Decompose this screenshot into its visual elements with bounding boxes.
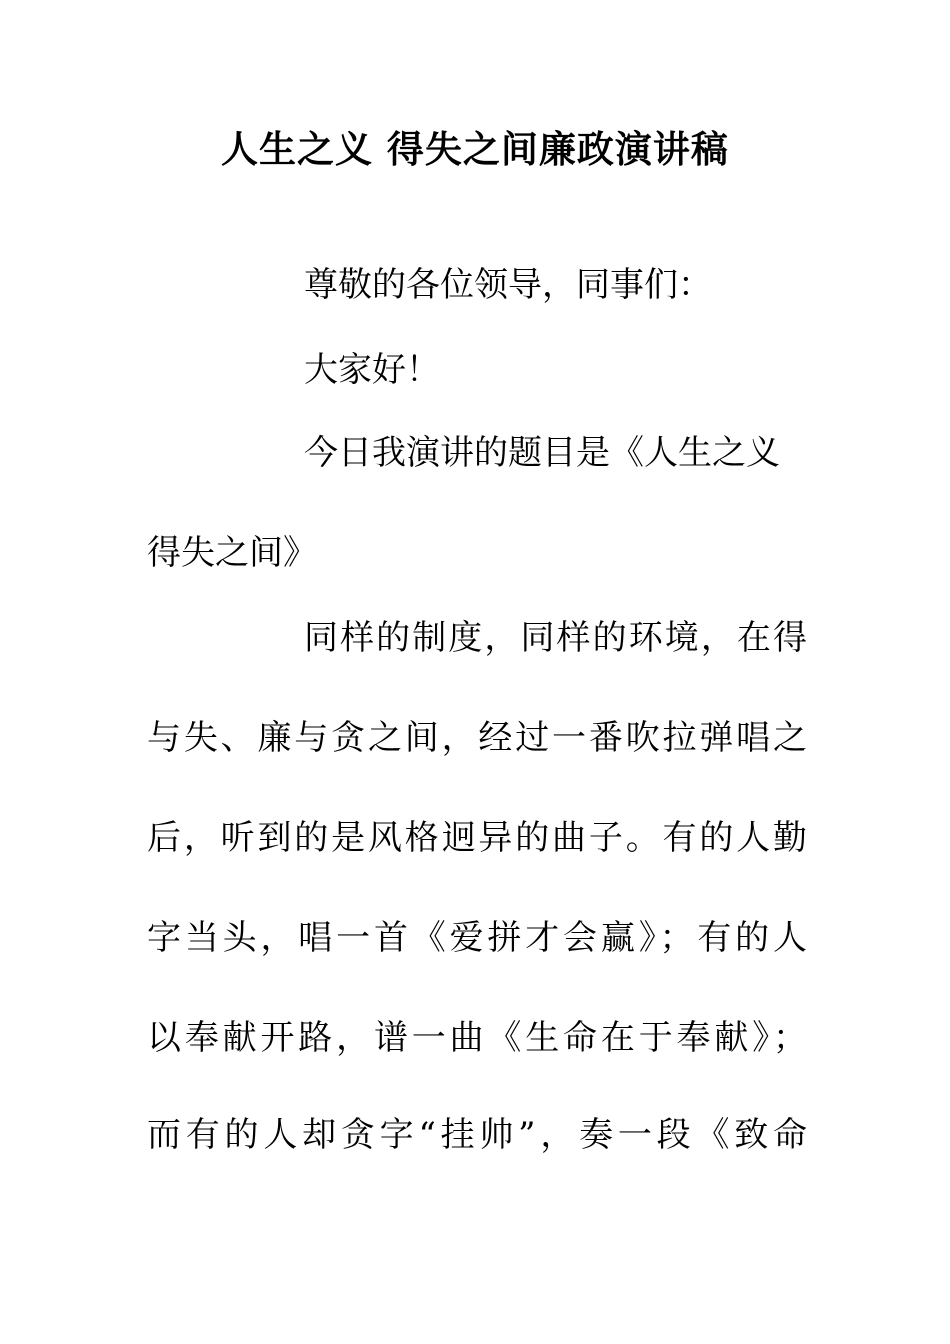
body-line: 以奉献开路，谱一曲《生命在于奉献》；	[147, 1018, 807, 1058]
body-line: 得失之间》	[147, 533, 317, 573]
greeting-line: 大家好！	[304, 350, 440, 390]
document-title: 人生之义 得失之间廉政演讲稿	[221, 128, 729, 171]
body-line: 后，听到的是风格迥异的曲子。有的人勤	[147, 818, 807, 858]
salutation-line: 尊敬的各位领导，同事们：	[304, 265, 712, 305]
body-line: 同样的制度，同样的环境，在得	[304, 618, 807, 658]
body-line: 与失、廉与贪之间，经过一番吹拉弹唱之	[147, 718, 807, 758]
body-line: 而有的人却贪字“挂帅”，奏一段《致命	[147, 1115, 807, 1155]
body-line: 今日我演讲的题目是《人生之义	[304, 433, 780, 473]
body-line: 字当头，唱一首《爱拼才会赢》；有的人	[147, 918, 807, 958]
